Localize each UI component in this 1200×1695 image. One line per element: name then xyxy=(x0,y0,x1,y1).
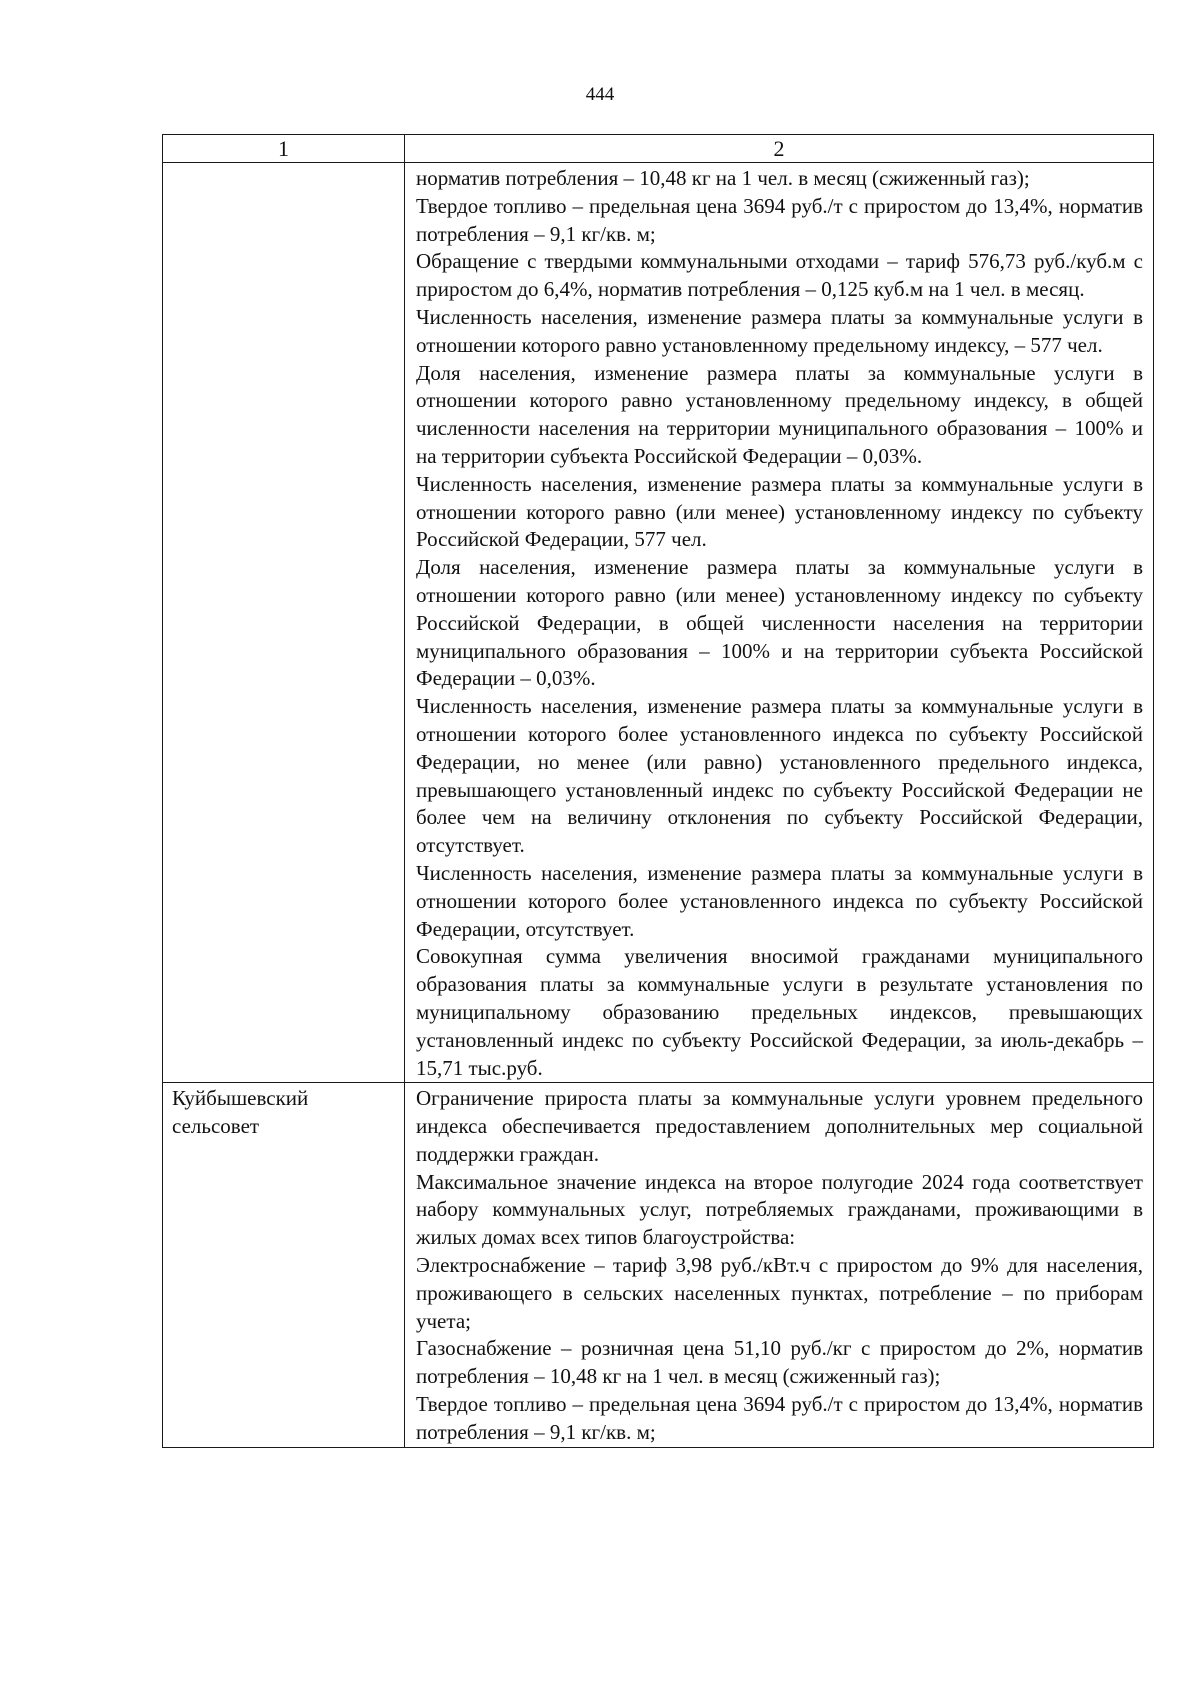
column-header-2: 2 xyxy=(405,135,1154,163)
municipality-name-cell xyxy=(163,163,405,1083)
paragraph: норматив потребления – 10,48 кг на 1 чел. в месяц (сжиженный газ); xyxy=(416,166,1030,190)
municipality-name-cell: Куйбышевский сельсовет xyxy=(163,1083,405,1447)
paragraph: Численность населения, изменение размера платы за коммунальные услуги в отношении которого более установленного индекса по субъекту Российской Федерации, отсутствует. xyxy=(416,860,1143,941)
table-header-row xyxy=(163,135,1154,163)
paragraph: Твердое топливо – предельная цена 3694 руб./т с приростом до 13,4%, норматив потребления – 9,1 кг/кв. м; xyxy=(416,193,1143,246)
description-cell xyxy=(405,163,1154,1083)
paragraph: Доля населения, изменение размера платы за коммунальные услуги в отношении которого равно (или менее) установленному индексу по субъекту Российской Федерации, в общей численности населения на территории муниципального образования – 100% и на территории субъекта Российской Федерации – 0,03%. xyxy=(416,555,1143,691)
paragraph: Численность населения, изменение размера платы за коммунальные услуги в отношении которого равно установленному предельному индексу, – 577 чел. xyxy=(416,304,1143,357)
document-table xyxy=(162,134,1154,1448)
paragraph: Твердое топливо – предельная цена 3694 руб./т с приростом до 13,4%, норматив потребления – 9,1 кг/кв. м; xyxy=(416,1392,1143,1444)
paragraph: Газоснабжение – розничная цена 51,10 руб./кг с приростом до 2%, норматив потребления – 10,48 кг на 1 чел. в месяц (сжиженный газ); xyxy=(416,1336,1143,1389)
table-row xyxy=(163,1083,1154,1447)
paragraph: Численность населения, изменение размера платы за коммунальные услуги в отношении которого более установленного индекса по субъекту Российской Федерации, но менее (или равно) установленного предельного индекса, превышающего установленный индекс по субъекту Российской Федерации не более чем на величину отклонения по субъекту Российской Федерации, отсутствует. xyxy=(416,694,1143,858)
paragraph: Численность населения, изменение размера платы за коммунальные услуги в отношении которого равно (или менее) установленному индексу по субъекту Российской Федерации, 577 чел. xyxy=(416,471,1143,552)
page-number: 444 xyxy=(585,84,615,105)
paragraph: Совокупная сумма увеличения вносимой гражданами муниципального образования платы за коммунальные услуги в результате установления по муниципальному образованию предельных индексов, превышающих установленный индекс по субъекту Российской Федерации, за июль-декабрь – 15,71 тыс.руб. xyxy=(416,944,1143,1080)
paragraph: Доля населения, изменение размера платы за коммунальные услуги в отношении которого равно установленному предельному индексу, в общей численности населения на территории муниципального образования – 100% и на территории субъекта Российской Федерации – 0,03%. xyxy=(416,360,1143,468)
paragraph: Обращение с твердыми коммунальными отходами – тариф 576,73 руб./куб.м с приростом до 6,4%, норматив потребления – 0,125 куб.м на 1 чел. в месяц. xyxy=(416,249,1143,302)
table-row xyxy=(163,163,1154,1083)
paragraph: Максимальное значение индекса на второе полугодие 2024 года соответствует набору коммунальных услуг, потребляемых гражданами, проживающими в жилых домах всех типов благоустройства: xyxy=(416,1169,1143,1250)
column-header-1: 1 xyxy=(163,135,405,163)
paragraph: Электроснабжение – тариф 3,98 руб./кВт.ч с приростом до 9% для населения, проживающего в сельских населенных пунктах, потребление – по приборам учета; xyxy=(416,1253,1143,1333)
description-cell xyxy=(405,1083,1154,1447)
paragraph: Ограничение прироста платы за коммунальные услуги уровнем предельного индекса обеспечивается предоставлением дополнительных мер социальной поддержки граждан. xyxy=(416,1086,1143,1166)
